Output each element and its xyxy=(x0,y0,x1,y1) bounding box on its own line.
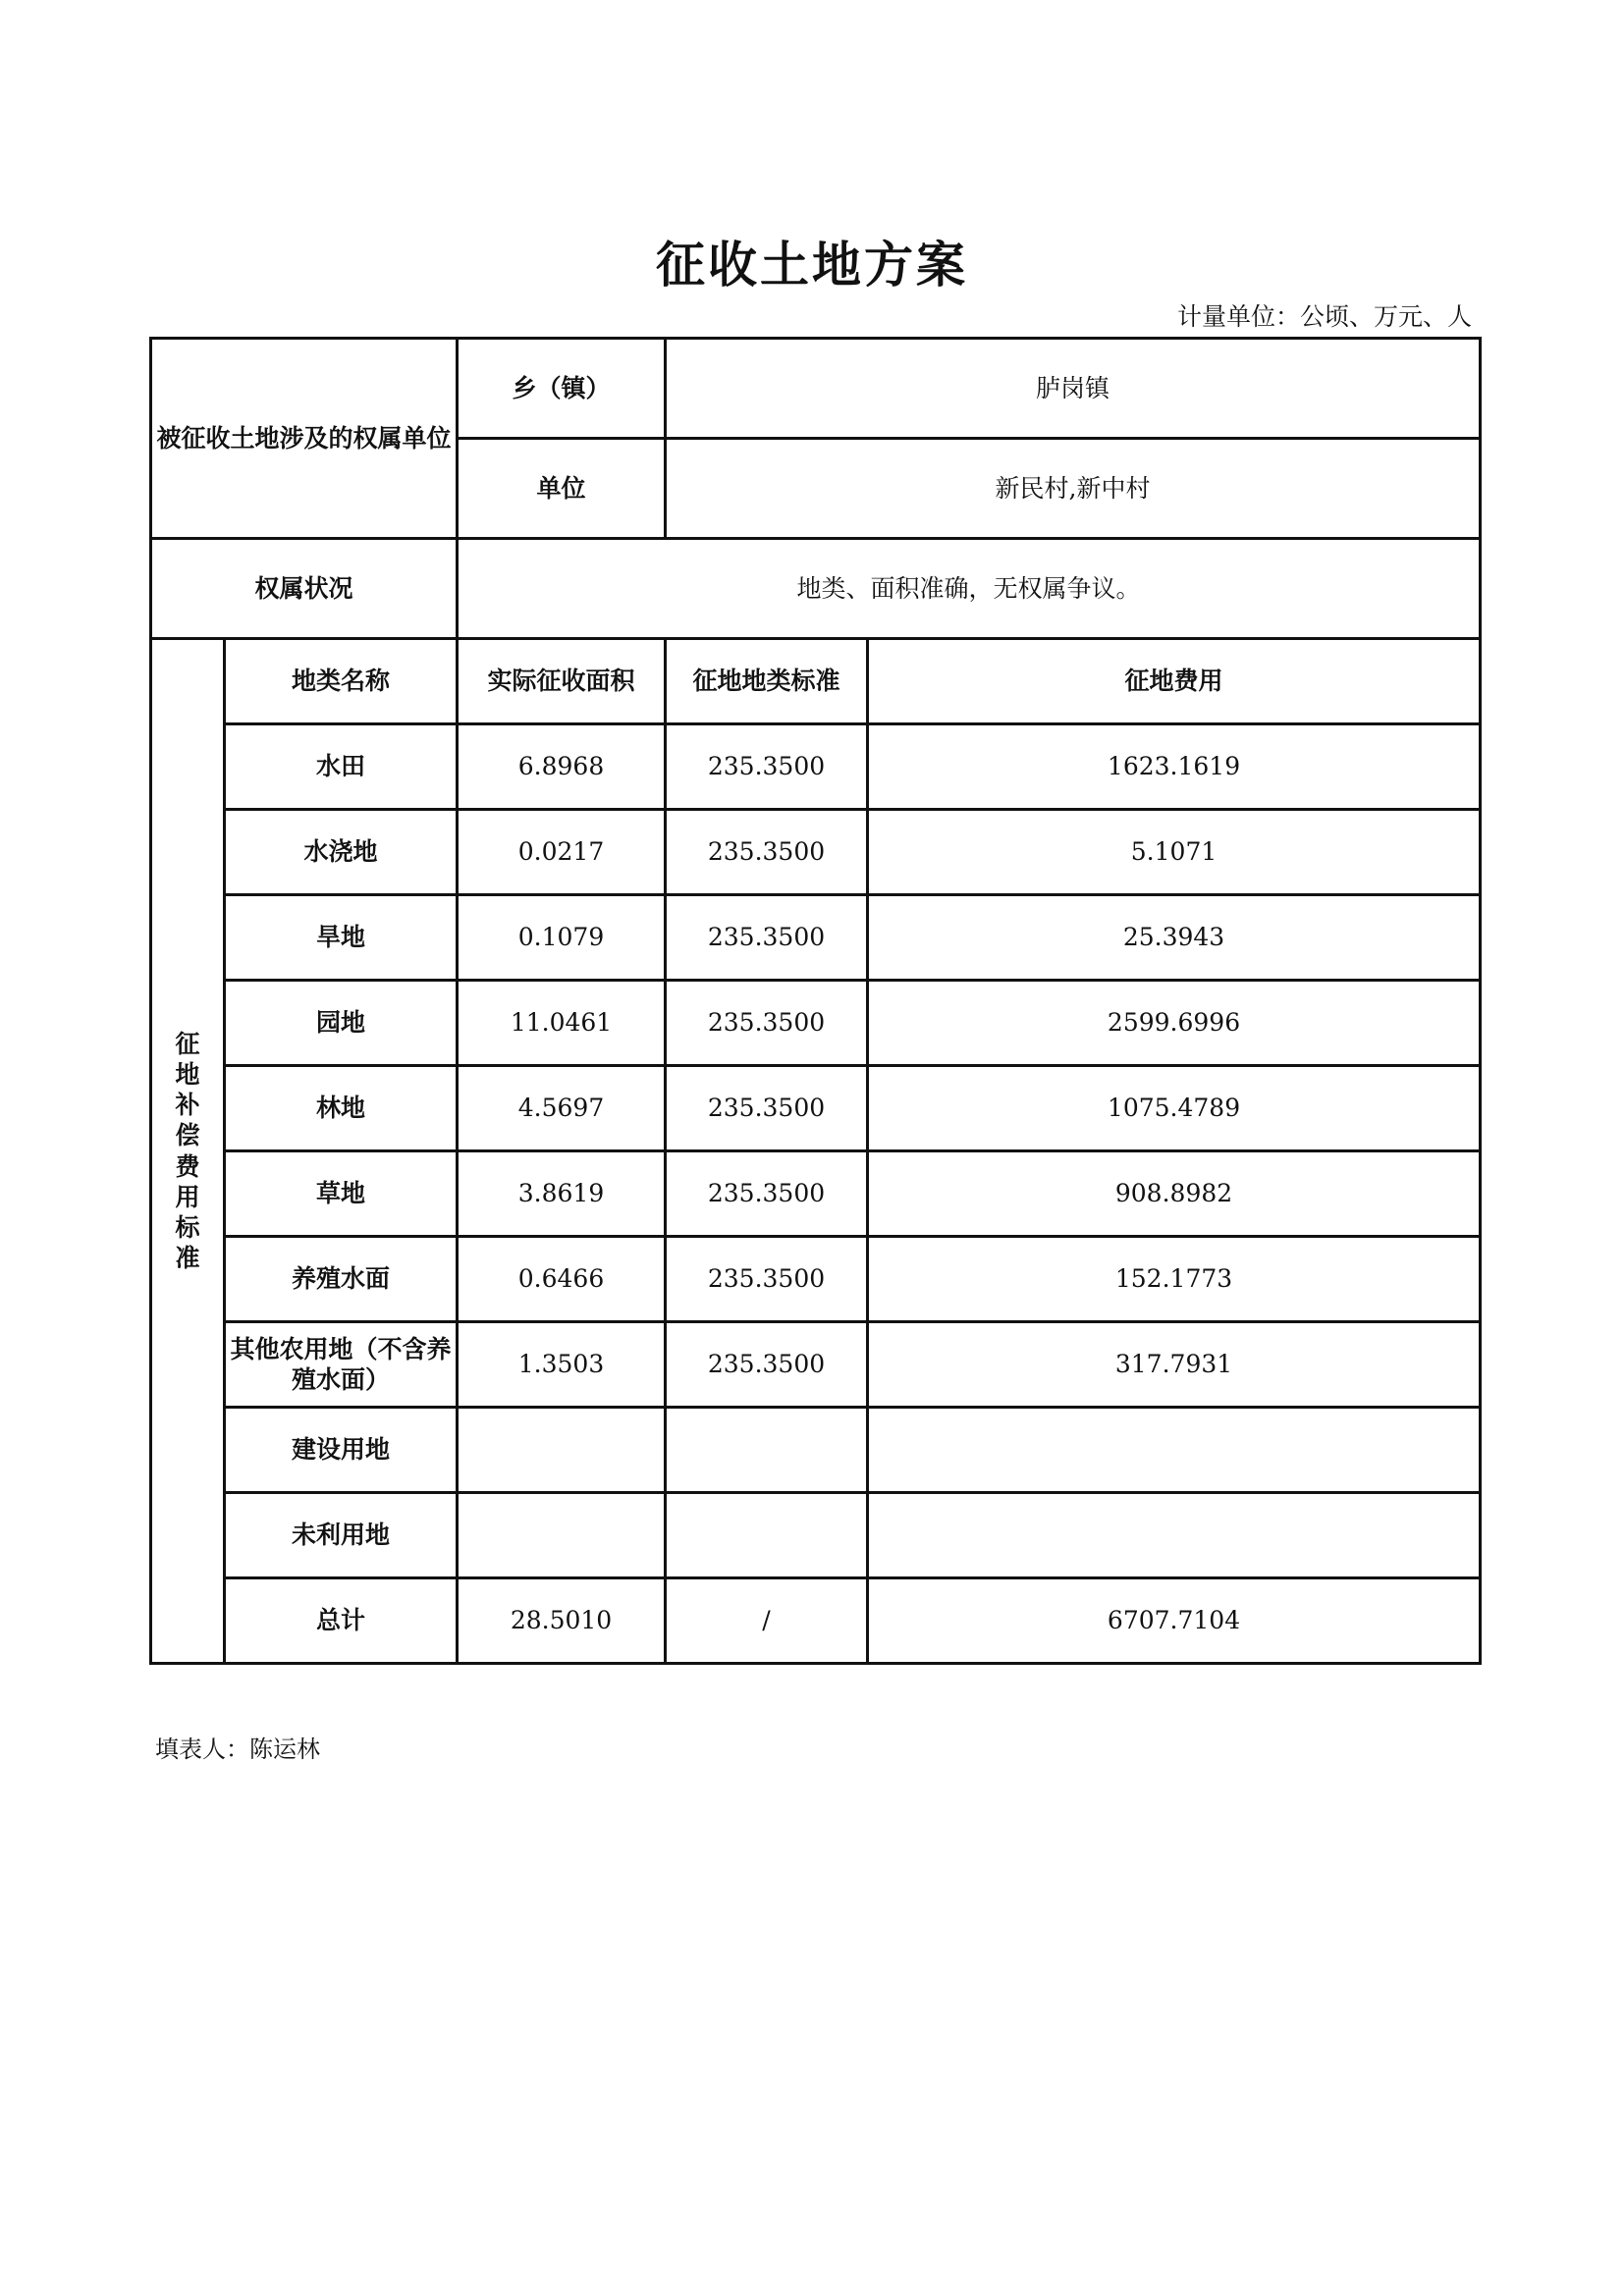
cost-value: 25.3943 xyxy=(868,895,1481,981)
area-value: 0.6466 xyxy=(458,1237,666,1322)
cost-value: 908.8982 xyxy=(868,1151,1481,1237)
area-value xyxy=(458,1493,666,1578)
cost-value: 2599.6996 xyxy=(868,981,1481,1066)
cost-value: 152.1773 xyxy=(868,1237,1481,1322)
land-type-name: 未利用地 xyxy=(225,1493,458,1578)
total-label: 总计 xyxy=(225,1578,458,1664)
area-value: 0.1079 xyxy=(458,895,666,981)
land-type-name: 水田 xyxy=(225,724,458,810)
table-row xyxy=(151,1408,1481,1493)
cost-value: 317.7931 xyxy=(868,1322,1481,1408)
standard-value: 235.3500 xyxy=(666,981,868,1066)
land-acquisition-table xyxy=(149,337,1482,1665)
area-value: 1.3503 xyxy=(458,1322,666,1408)
unit-value: 新民村,新中村 xyxy=(666,439,1481,539)
column-header: 实际征收面积 xyxy=(458,639,666,724)
column-header: 地类名称 xyxy=(225,639,458,724)
standard-value: 235.3500 xyxy=(666,810,868,895)
land-type-name: 草地 xyxy=(225,1151,458,1237)
cost-value: 5.1071 xyxy=(868,810,1481,895)
standard-value: 235.3500 xyxy=(666,895,868,981)
land-type-name: 林地 xyxy=(225,1066,458,1151)
land-type-name: 园地 xyxy=(225,981,458,1066)
ownership-header: 被征收土地涉及的权属单位 xyxy=(151,339,458,539)
township-value: 胪岗镇 xyxy=(666,339,1481,439)
cost-value: 1623.1619 xyxy=(868,724,1481,810)
unit-note: 计量单位：公顷、万元、人 xyxy=(1176,302,1472,331)
township-row xyxy=(151,339,1481,439)
standard-value: 235.3500 xyxy=(666,724,868,810)
compensation-side-label xyxy=(151,639,225,1664)
land-type-name: 建设用地 xyxy=(225,1408,458,1493)
land-type-name: 其他农用地（不含养殖水面） xyxy=(225,1322,458,1408)
standard-value: 235.3500 xyxy=(666,1151,868,1237)
total-row xyxy=(151,1578,1481,1664)
table-row xyxy=(151,1493,1481,1578)
land-type-name: 旱地 xyxy=(225,895,458,981)
total-cost: 6707.7104 xyxy=(868,1578,1481,1664)
area-value: 3.8619 xyxy=(458,1151,666,1237)
compensation-side-label-text: 征地补偿费用标准 xyxy=(175,1029,200,1273)
cost-value: 1075.4789 xyxy=(868,1066,1481,1151)
area-value: 6.8968 xyxy=(458,724,666,810)
cost-value xyxy=(868,1408,1481,1493)
area-value: 4.5697 xyxy=(458,1066,666,1151)
area-value: 0.0217 xyxy=(458,810,666,895)
area-value: 11.0461 xyxy=(458,981,666,1066)
column-header-row xyxy=(151,639,1481,724)
table-row xyxy=(151,981,1481,1066)
total-area: 28.5010 xyxy=(458,1578,666,1664)
status-label: 权属状况 xyxy=(151,539,458,639)
document-title: 征收土地方案 xyxy=(656,236,968,294)
total-standard: / xyxy=(666,1578,868,1664)
standard-value xyxy=(666,1408,868,1493)
status-row xyxy=(151,539,1481,639)
column-header: 征地费用 xyxy=(868,639,1481,724)
status-value: 地类、面积准确，无权属争议。 xyxy=(458,539,1481,639)
standard-value xyxy=(666,1493,868,1578)
table-row xyxy=(151,1237,1481,1322)
table-row xyxy=(151,895,1481,981)
table-row xyxy=(151,810,1481,895)
table-row xyxy=(151,1151,1481,1237)
table-row xyxy=(151,1066,1481,1151)
land-type-name: 水浇地 xyxy=(225,810,458,895)
form-filler: 填表人：陈运林 xyxy=(155,1735,320,1763)
table-row xyxy=(151,1322,1481,1408)
unit-label: 单位 xyxy=(458,439,666,539)
table-row xyxy=(151,724,1481,810)
cost-value xyxy=(868,1493,1481,1578)
township-label: 乡（镇） xyxy=(458,339,666,439)
area-value xyxy=(458,1408,666,1493)
column-header: 征地地类标准 xyxy=(666,639,868,724)
standard-value: 235.3500 xyxy=(666,1322,868,1408)
standard-value: 235.3500 xyxy=(666,1237,868,1322)
land-type-name: 养殖水面 xyxy=(225,1237,458,1322)
standard-value: 235.3500 xyxy=(666,1066,868,1151)
